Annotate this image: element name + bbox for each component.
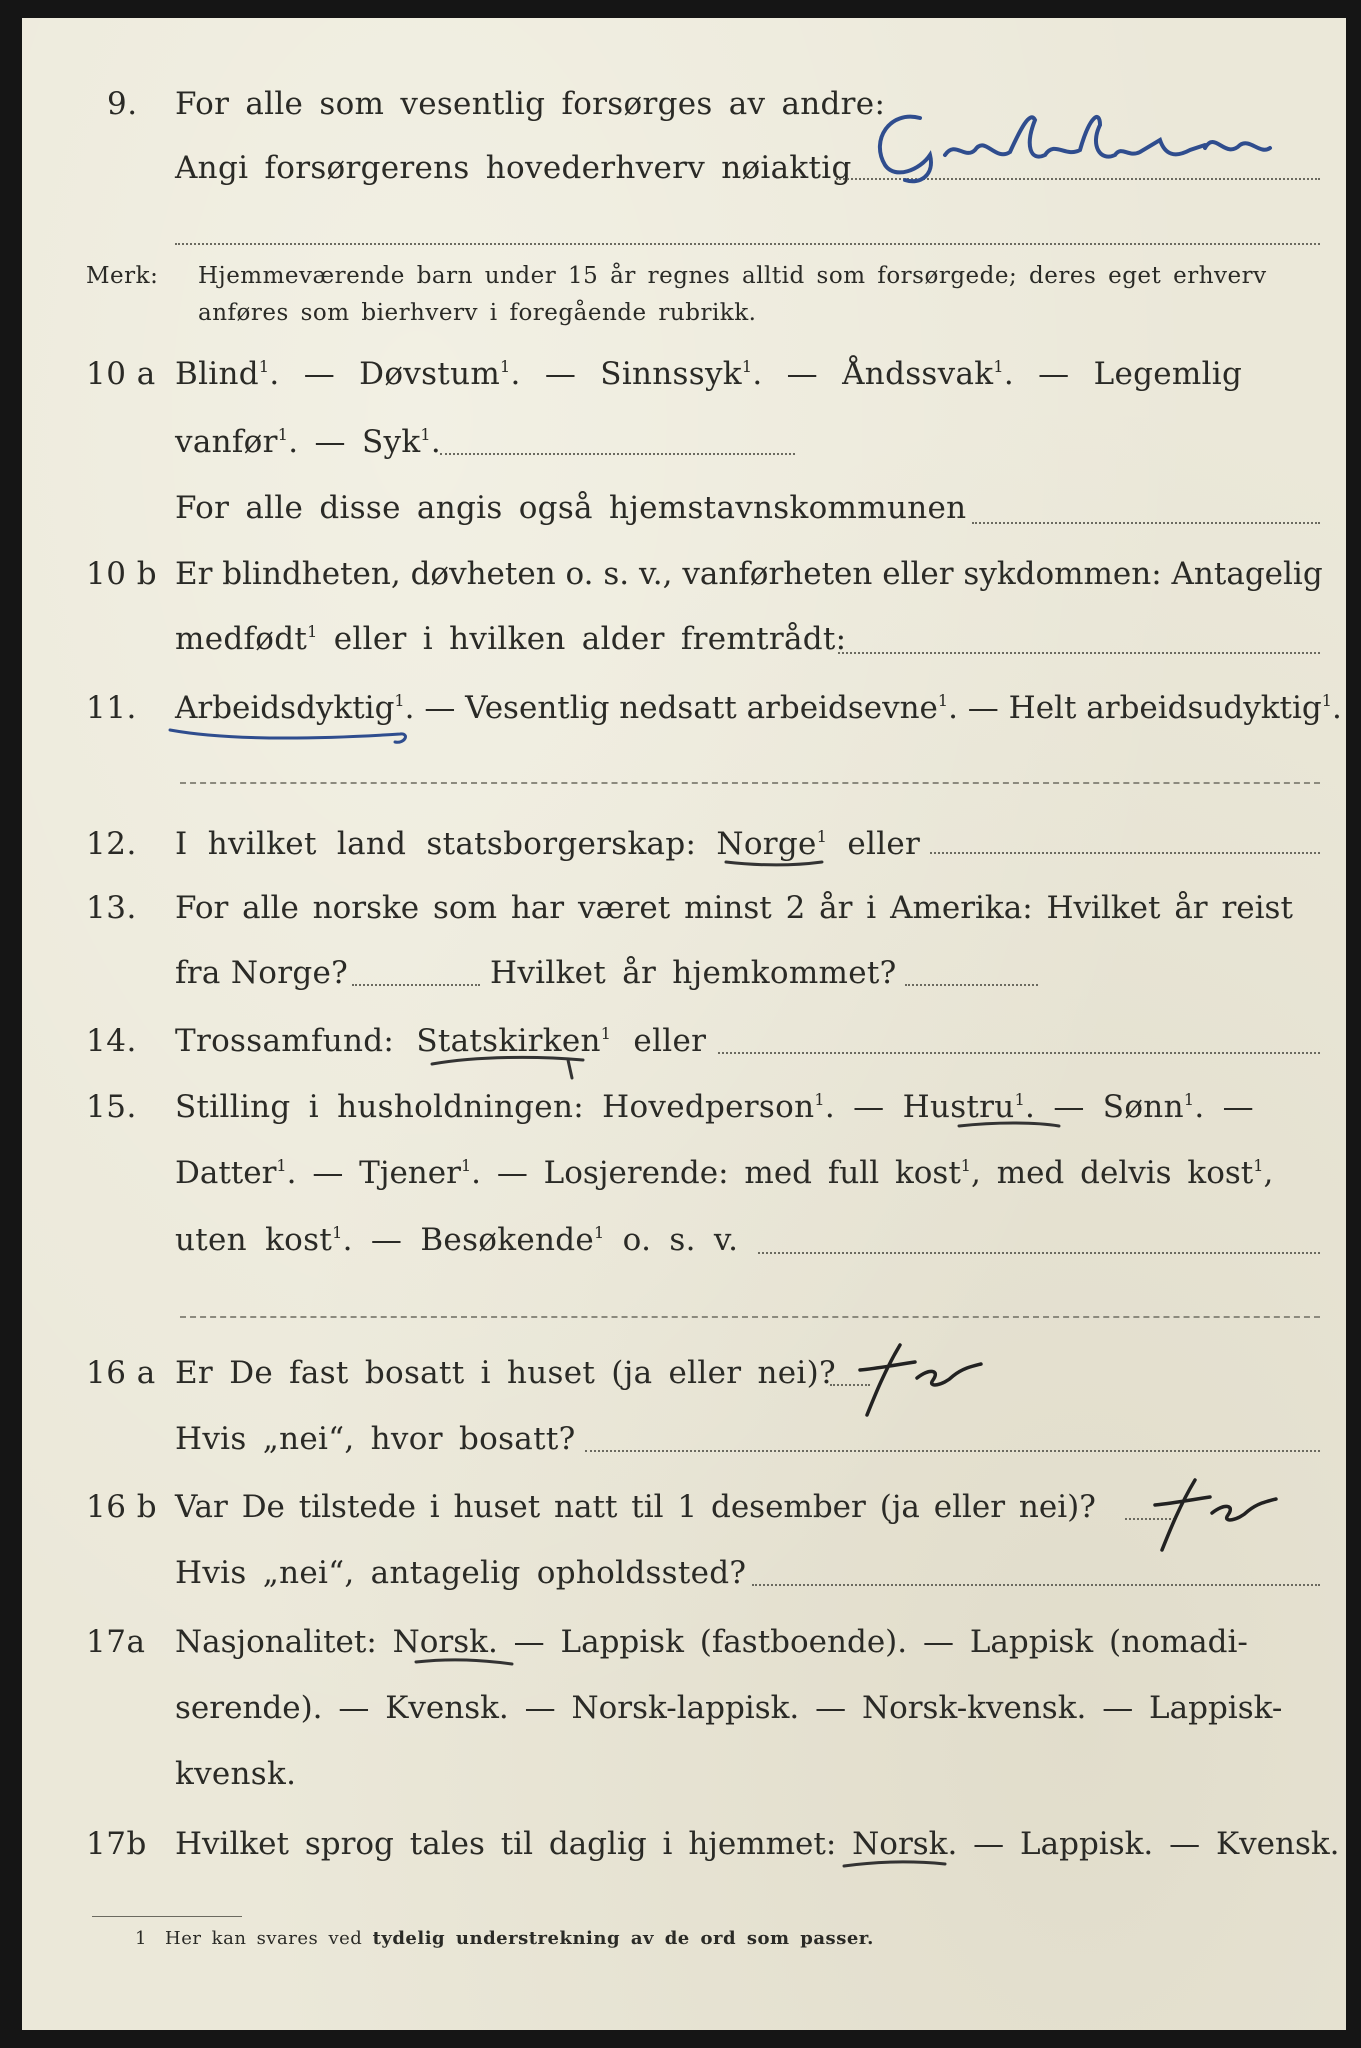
q17a-line3: kvensk. [175,1756,297,1792]
item-number-10b: 10 b [86,556,158,592]
footnote-mark: 1 [135,1928,147,1949]
q16a-handwritten-answer [855,1340,985,1420]
item-number-9: 9. [107,86,138,122]
q17b-line: Hvilket sprog tales til daglig i hjemmet: Norsk. — Lappisk. — Kvensk. [175,1826,1340,1862]
q14-line: Trossamfund: Statskirken$^1$ eller [175,1023,707,1059]
q9-handwritten-answer [860,100,1290,200]
q14-underline [428,1052,588,1086]
note-label: Merk: [86,263,159,289]
q13-line1: For alle norske som har været minst 2 år i Amerika: Hvilket år reist [175,890,1293,926]
q16a-line1: Er De fast bosatt i huset (ja eller nei)? [175,1355,836,1391]
q10b-answer-line [838,652,1320,654]
q14-answer-line [718,1052,1320,1054]
q13-line2b: Hvilket år hjemkommet? [490,955,897,991]
q15-line3: uten kost$^1$. — Besøkende$^1$ o. s. v. [175,1222,739,1258]
q9-line2: Angi forsørgerens hovederhverv nøiaktig [175,150,852,186]
q17a-line1: Nasjonalitet: Norsk. — Lappisk (fastboende). — Lappisk (nomadi- [175,1624,1248,1660]
q12-line: I hvilket land statsborgerskap: Norge$^1$ eller [175,826,921,862]
q10a-hometown-line [972,522,1320,524]
q15-underline [955,1118,1065,1138]
note-line1: Hjemmeværende barn under 15 år regnes alltid som forsørgede; deres eget erhverv [198,263,1267,289]
q15-answer-line [758,1252,1320,1254]
q12-underline [722,854,832,874]
q17a-line2: serende). — Kvensk. — Norsk-lappisk. — Norsk-kvensk. — Lappisk- [175,1690,1283,1726]
q13-year-returned-line [905,984,1038,986]
q16b-line1: Var De tilstede i huset natt til 1 desember (ja eller nei)? [175,1489,1096,1525]
q10a-answer-line [440,453,795,455]
item-number-17a: 17a [86,1624,146,1660]
section-divider-2 [180,1316,1320,1318]
q16b-handwritten-answer [1150,1475,1280,1555]
q10a-line2: vanfør$^1$. — Syk$^1$. [175,424,442,460]
item-number-11: 11. [86,690,137,726]
q10a-line1: Blind$^1$. — Døvstum$^1$. — Sinnssyk$^1$. — Åndssvak$^1$. — Legemlig [175,356,1243,392]
item-number-10a: 10 a [86,356,156,392]
q16a-line2: Hvis „nei“, hvor bosatt? [175,1421,576,1457]
section-divider-1 [180,782,1320,784]
q13-year-left-line [352,984,480,986]
q10a-line3: For alle disse angis også hjemstavnskommunen [175,490,967,526]
q10b-line2: medfødt$^1$ eller i hvilken alder fremtrådt: [175,621,847,657]
q16b-whereabouts-line [752,1584,1320,1586]
q9-extra-line [175,243,1320,245]
note-line2: anføres som bierhverv i foregående rubrikk. [198,300,757,326]
item-number-14: 14. [86,1023,137,1059]
item-number-17b: 17b [86,1826,147,1862]
q16b-line2: Hvis „nei“, antagelig opholdssted? [175,1555,747,1591]
q17a-underline [412,1654,517,1674]
q17b-underline [840,1856,950,1876]
q13-line2a: fra Norge? [175,955,349,991]
item-number-13: 13. [86,890,137,926]
q15-line2: Datter$^1$. — Tjener$^1$. — Losjerende: med full kost$^1$, med delvis kost$^1$, [175,1155,1274,1191]
footnote-text: Her kan svares ved tydelig understrekning av de ord som passer. [165,1928,874,1949]
footnote-rule [92,1916,242,1917]
item-number-12: 12. [86,826,137,862]
q11-line: Arbeidsdyktig$^1$. — Vesentlig nedsatt arbeidsevne$^1$. — Helt arbeidsudyktig$^1$. [175,690,1342,726]
item-number-16b: 16 b [86,1489,158,1525]
q9-line1: For alle som vesentlig forsørges av andre: [175,86,886,122]
q11-underline [165,720,425,750]
q12-answer-line [930,852,1320,854]
item-number-15: 15. [86,1089,137,1125]
item-number-16a: 16 a [86,1355,156,1391]
q10b-line1: Er blindheten, døvheten o. s. v., vanførheten eller sykdommen: Antagelig [175,556,1323,592]
q15-line1: Stilling i husholdningen: Hovedperson$^1$. — Hustru$^1$. — Sønn$^1$. — [175,1089,1254,1125]
q16a-residence-line [585,1450,1320,1452]
